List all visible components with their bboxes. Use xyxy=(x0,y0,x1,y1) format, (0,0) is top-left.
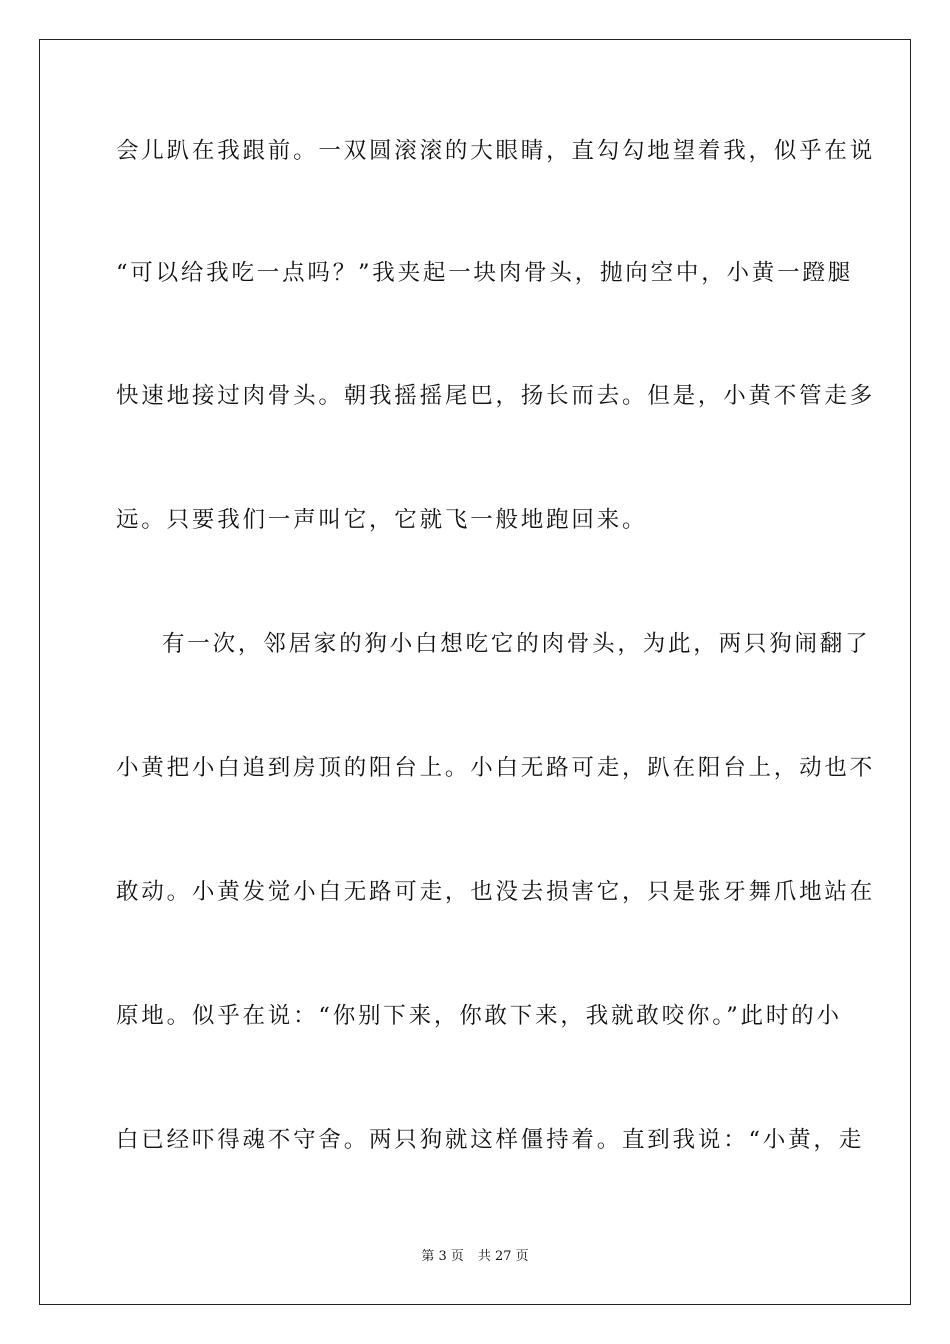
text-line: 远。只要我们一声叫它，它就飞一般地跑回来。 xyxy=(116,507,648,533)
text-line: 敢动。小黄发觉小白无路可走，也没去损害它，只是张牙舞爪地站在 xyxy=(116,879,876,905)
page-total: 共 27 页 xyxy=(477,1249,529,1264)
page-footer xyxy=(0,1248,950,1266)
text-line: 小黄把小白追到房顶的阳台上。小白无路可走，趴在阳台上，动也不 xyxy=(116,755,876,781)
text-line: 原地。似乎在说：“你别下来，你敢下来，我就敢咬你。”此时的小 xyxy=(116,1003,842,1029)
page-number: 第 3 页 xyxy=(421,1249,464,1264)
text-line: “可以给我吃一点吗？”我夹起一块肉骨头，抛向空中，小黄一蹬腿 xyxy=(116,260,854,286)
paragraph-first-line: 有一次，邻居家的狗小白想吃它的肉骨头，为此，两只狗闹翻了 xyxy=(162,631,871,657)
text-line: 快速地接过肉骨头。朝我摇摇尾巴，扬长而去。但是，小黄不管走多 xyxy=(116,383,876,409)
page-border xyxy=(39,39,911,1305)
text-line: 白已经吓得魂不守舍。两只狗就这样僵持着。直到我说：“小黄，走 xyxy=(116,1127,865,1153)
text-line: 会儿趴在我跟前。一双圆滚滚的大眼睛，直勾勾地望着我，似乎在说 xyxy=(116,138,876,164)
